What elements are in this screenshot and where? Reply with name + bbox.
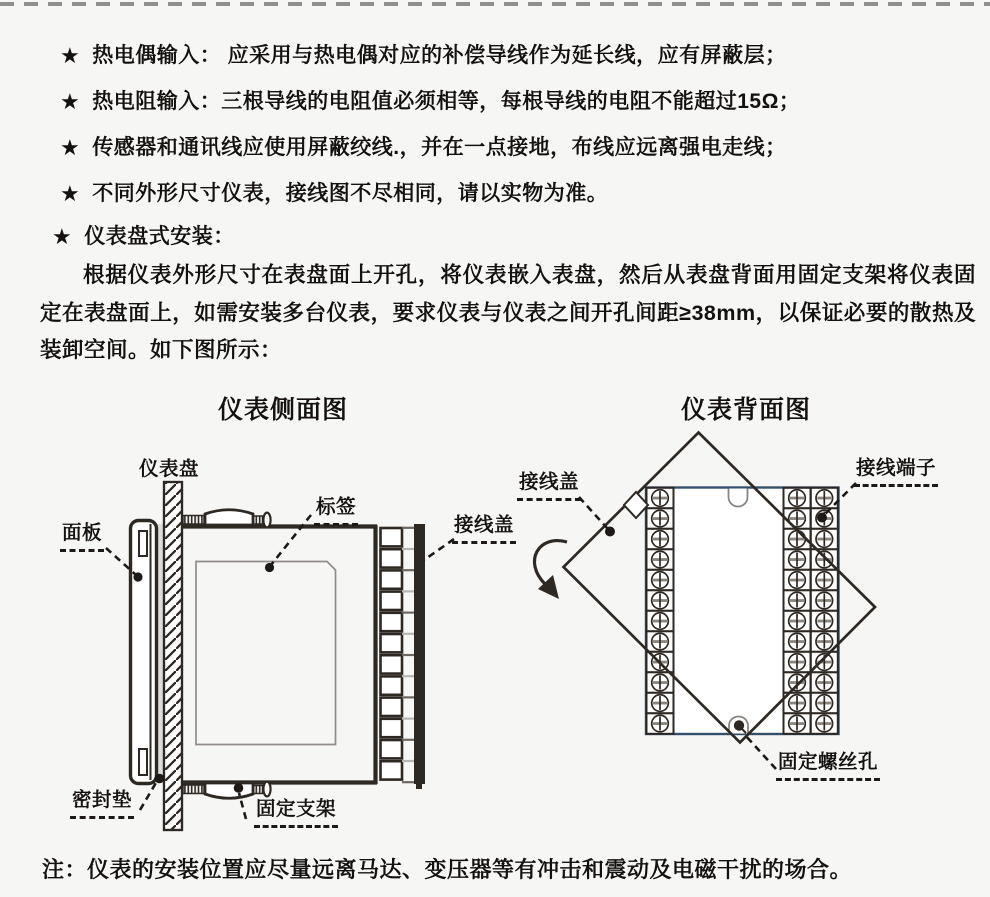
bullet-text: 仪表盘式安装：: [84, 225, 235, 248]
star-icon: ★: [60, 43, 81, 68]
label-gasket: 密封垫: [70, 784, 134, 819]
label-front-panel: 面板: [60, 517, 104, 552]
bullet-text: 传感器和通讯线应使用屏蔽绞线.，并在一点接地，布线应远离强电走线；: [92, 136, 787, 159]
label-screw-hole: 固定螺丝孔: [776, 746, 880, 781]
bullet-text: 热电偶输入： 应采用与热电偶对应的补偿导线作为延长线，应有屏蔽层；: [92, 44, 787, 67]
bullet-text: 热电阻输入：三根导线的电阻值必须相等，每根导线的电阻不能超过15Ω；: [92, 90, 801, 113]
side-view-title: 仪表侧面图: [217, 397, 348, 424]
back-view-title: 仪表背面图: [680, 397, 811, 424]
back-view-diagram: [534, 433, 875, 770]
top-tab: [729, 489, 748, 507]
star-icon: ★: [60, 135, 81, 160]
tag-rect: [196, 562, 336, 745]
cover-notch: [624, 492, 648, 518]
wiring-cover-bar: [414, 524, 425, 784]
label-terminal: 接线端子: [854, 452, 938, 487]
install-paragraph: 根据仪表外形尺寸在表盘面上开孔，将仪表嵌入表盘，然后从表盘背面用固定支架将仪表固定在表盘面上，如需安装多台仪表，要求仪表与仪表之间开孔间距≥38mm，以保证必要的散热及装卸空间。如下图所示：: [40, 263, 976, 362]
bullet-text: 不同外形尺寸仪表，接线图不尽相同，请以实物为准。: [92, 182, 609, 205]
bottom-note: 注：仪表的安装位置应尽量远离马达、变压器等有冲击和震动及电磁干扰的场合。: [42, 857, 853, 882]
label-tag: 标签: [314, 491, 358, 526]
star-icon: ★: [60, 89, 81, 114]
side-view-diagram: [106, 482, 454, 830]
star-icon: ★: [52, 224, 73, 249]
label-bracket: 固定支架: [254, 793, 338, 828]
front-panel-shape: [131, 521, 157, 784]
side-terminal-strip: [381, 528, 415, 782]
label-panel-board: 仪表盘: [139, 458, 200, 480]
star-icon: ★: [60, 181, 81, 206]
label-back-wiring-cover: 接线盖: [517, 466, 581, 501]
label-side-wiring-cover: 接线盖: [452, 509, 516, 544]
